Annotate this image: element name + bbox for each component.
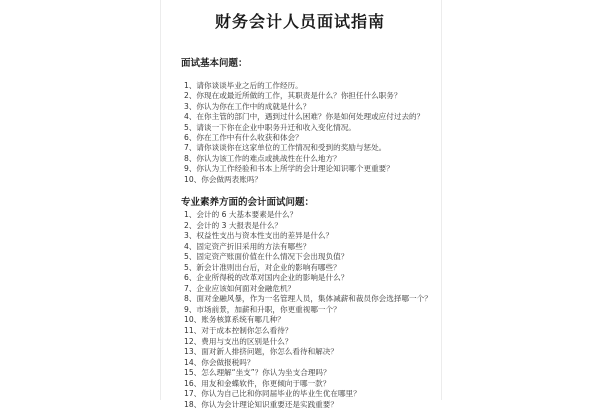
question-item: 6、你在工作中有什么收获和体会？ <box>184 133 303 143</box>
question-item: 17、你认为自己比和你同届毕业的毕业生优在哪里？ <box>184 389 361 399</box>
question-item: 7、企业应该如何面对金融危机？ <box>184 283 296 293</box>
question-item: 15、怎么理解“坐支”？你认为坐支合理吗？ <box>184 368 331 378</box>
question-item: 6、企业所得税的改革对国内企业的影响是什么？ <box>184 273 349 283</box>
question-item: 9、市场前景，加薪和升职，你更重视哪一个？ <box>184 304 341 314</box>
question-item: 3、权益性支出与资本性支出的差异是什么？ <box>184 231 334 241</box>
question-item: 16、用友和金蝶软件，你更倾向于哪一款？ <box>184 378 331 388</box>
question-item: 7、请你谈谈你在这家单位的工作情况和受到的奖励与惩处。 <box>184 143 387 153</box>
question-item: 10、你会做两表账吗？ <box>184 174 263 184</box>
question-item: 8、面对金融风暴，作为一名管理人员，集体减薪和裁员你会选择哪一个？ <box>184 294 432 304</box>
question-item: 12、费用与支出的区别是什么？ <box>184 336 293 346</box>
section-heading-basic-questions: 面试基本问题： <box>181 58 248 69</box>
question-item: 5、请谈一下你在企业中职务升迁和收入变化情况。 <box>184 122 356 132</box>
question-item: 10、账务核算系统有哪几种？ <box>184 315 285 325</box>
question-item: 2、会计的 3 大报表是什么？ <box>184 220 283 230</box>
section-heading-professional-questions: 专业素养方面的会计面试问题： <box>181 197 315 208</box>
question-item: 2、你现在或最近所做的工作，其职责是什么？你担任什么职务？ <box>184 91 402 101</box>
question-item: 4、固定资产折旧采用的方法有哪些？ <box>184 241 311 251</box>
question-item: 13、面对新人排挤问题，你怎么看待和解决？ <box>184 347 338 357</box>
question-item: 14、你会做报税吗？ <box>184 357 255 367</box>
question-item: 9、你认为工作经验和书本上所学的会计理论知识哪个更重要？ <box>184 164 394 174</box>
page-edge-left <box>160 0 161 400</box>
page-title: 财务会计人员面试指南 <box>214 12 385 31</box>
question-item: 3、你认为你在工作中的成就是什么？ <box>184 101 311 111</box>
question-item: 11、对于成本控制你怎么看待？ <box>184 326 293 336</box>
question-list-basic <box>184 81 424 185</box>
question-item: 5、固定资产账面价值在什么情况下会出现负值？ <box>184 252 349 262</box>
question-item: 5、新会计准则出台后，对企业的影响有哪些？ <box>184 262 341 272</box>
question-item: 4、在你主管的部门中，遇到过什么困难？你是如何处理或应付过去的？ <box>184 112 425 122</box>
page-edge-right <box>441 0 442 400</box>
question-list-professional <box>184 210 432 410</box>
question-item: 1、请你谈谈毕业之后的工作经历。 <box>184 81 303 90</box>
question-item: 18、你认为会计理论知识重要还是实践重要？ <box>184 399 338 409</box>
question-item: 8、你认为该工作的难点或挑战性在什么地方？ <box>184 153 341 163</box>
question-item: 1、会计的 6 大基本要素是什么？ <box>184 210 298 219</box>
